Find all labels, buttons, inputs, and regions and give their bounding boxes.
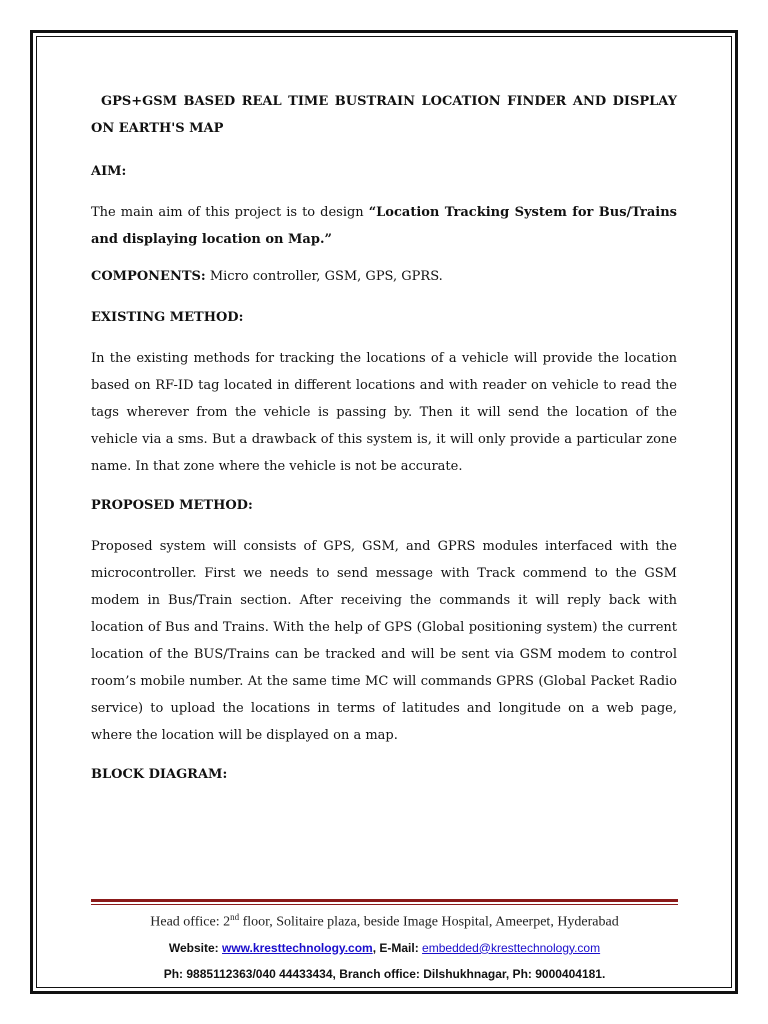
footer-head-office bbox=[91, 906, 678, 934]
proposed-method-heading: PROPOSED METHOD: bbox=[91, 498, 253, 513]
document-body bbox=[91, 88, 677, 802]
page-footer bbox=[91, 906, 678, 986]
footer-rule-thin bbox=[91, 904, 678, 905]
aim-project-name: “Location Tracking System for Bus/Trains and displaying location on Map.” bbox=[91, 205, 677, 247]
existing-method-paragraph: In the existing methods for tracking the locations of a vehicle will provide the location based on RF-ID tag located in different locations and with reader on vehicle to read the tags wherever from the vehicle is passing by. Then it will send the location of the vehicle via a sms. But a drawback of this system is, it will only provide a particular zone name. In that zone where the vehicle is not be accurate. bbox=[91, 351, 677, 474]
block-diagram-heading: BLOCK DIAGRAM: bbox=[91, 767, 228, 782]
website-link[interactable]: www.kresttechnology.com bbox=[222, 940, 373, 955]
components-text: Micro controller, GSM, GPS, GPRS. bbox=[205, 269, 443, 284]
footer-rule-thick bbox=[91, 899, 678, 902]
existing-method-heading: EXISTING METHOD: bbox=[91, 310, 244, 325]
office-prefix: Head office: 2 bbox=[150, 914, 231, 930]
website-label: Website: bbox=[168, 940, 222, 955]
components-line bbox=[91, 263, 677, 290]
email-link[interactable]: embedded@kresttechnology.com bbox=[422, 940, 601, 955]
office-sup: nd bbox=[230, 912, 240, 922]
aim-heading: AIM: bbox=[91, 164, 127, 179]
email-label: , E-Mail: bbox=[372, 940, 423, 955]
aim-paragraph bbox=[91, 199, 677, 253]
document-title-text: GPS+GSM BASED REAL TIME BUSTRAIN LOCATION FINDER AND DISPLAY ON EARTH'S MAP bbox=[91, 94, 677, 136]
aim-text: The main aim of this project is to design bbox=[91, 205, 369, 220]
footer-contact-web bbox=[91, 936, 678, 960]
document-title bbox=[91, 88, 677, 142]
footer-phone: Ph: 9885112363/040 44433434, Branch office: Dilshukhnagar, Ph: 9000404181. bbox=[163, 966, 606, 981]
components-heading: COMPONENTS: bbox=[91, 269, 206, 284]
office-suffix: floor, Solitaire plaza, beside Image Hospital, Ameerpet, Hyderabad bbox=[239, 914, 619, 930]
proposed-method-paragraph: Proposed system will consists of GPS, GSM, and GPRS modules interfaced with the microcontroller. First we needs to send message with Track commend to the GSM modem in Bus/Train section. After receiving the commands it will reply back with location of Bus and Trains. With the help of GPS (Global positioning system) the current location of the BUS/Trains can be tracked and will be sent via GSM modem to control room’s mobile number. At the same time MC will commands GPRS (Global Packet Radio service) to upload the locations in terms of latitudes and longitude on a web page, where the location will be displayed on a map. bbox=[91, 539, 677, 743]
